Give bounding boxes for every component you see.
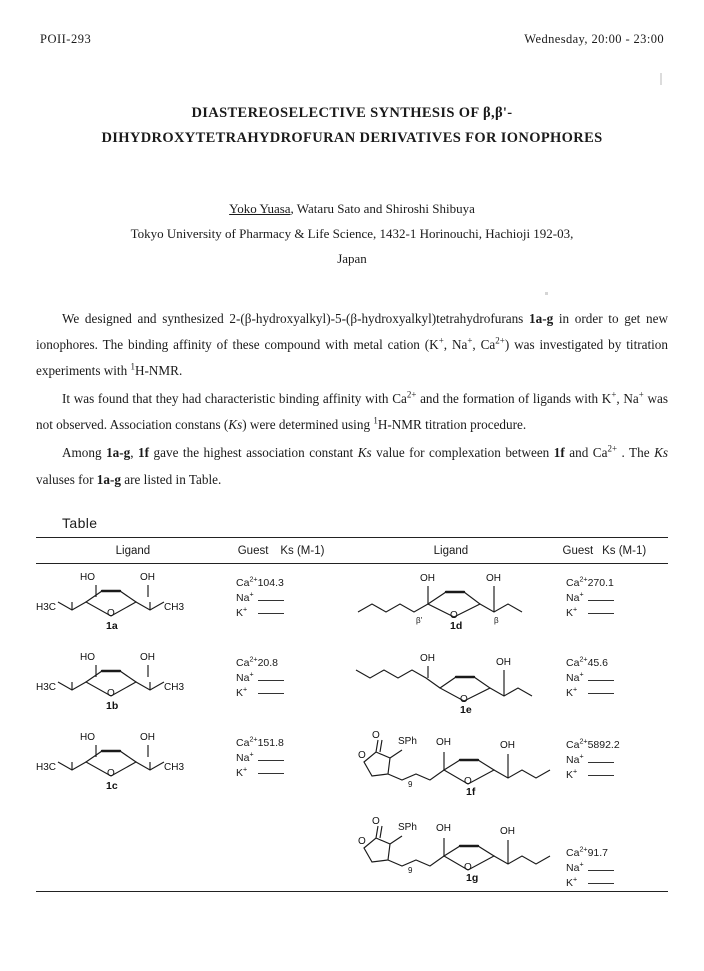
label-ch3-1a: CH3 bbox=[164, 601, 185, 613]
label-ho-1c: HO bbox=[80, 731, 95, 743]
ks-dash-na-1f bbox=[588, 755, 614, 763]
label-h3c-1a: H3C bbox=[36, 601, 57, 613]
ks-dash-na-1b bbox=[258, 673, 284, 681]
table-column-left bbox=[36, 564, 354, 892]
ks-value-1a bbox=[258, 572, 284, 614]
label-o-ring-1f: O bbox=[464, 775, 472, 787]
structure-1c bbox=[36, 732, 236, 796]
p3-ks-italic-2: Ks bbox=[654, 445, 668, 461]
compound-id-1d: 1d bbox=[450, 619, 463, 632]
label-ch3-1c: CH3 bbox=[164, 761, 185, 773]
guest-list-1a: $Ca^{2+}$ Na+ K+ bbox=[236, 575, 258, 620]
scan-artifact bbox=[545, 292, 548, 295]
ks-dash-na-1e bbox=[588, 673, 614, 681]
table-row bbox=[36, 636, 354, 716]
compound-id-1c: 1c bbox=[106, 779, 118, 792]
presenting-author: Yoko Yuasa bbox=[229, 200, 291, 216]
p2-part-f: H-NMR titration procedure. bbox=[377, 417, 527, 433]
p3-compound-ref-1: 1a-g bbox=[106, 445, 131, 461]
ks-dash-na-1g bbox=[588, 863, 614, 871]
table-row bbox=[36, 716, 354, 796]
ks-number-1b: 20.8 bbox=[257, 656, 278, 669]
scan-artifact bbox=[660, 73, 662, 85]
label-o-ring-lactone-1f: O bbox=[358, 749, 366, 761]
p1-part-f: H-NMR. bbox=[134, 363, 183, 379]
p1-part-c: , Na bbox=[443, 336, 468, 352]
table-caption: Table bbox=[62, 514, 98, 531]
guest-list-1f: $Ca^{2+}$ Na+ K+ bbox=[566, 737, 588, 782]
p3-compound-ref-2: 1f bbox=[138, 445, 150, 461]
affiliation-line-1: Tokyo University of Pharmacy & Life Science, 1432-1 Horinouchi, Hachioji 192-03, bbox=[130, 226, 574, 242]
label-oh2-1g: OH bbox=[500, 825, 515, 837]
p2-part-e: ) were determined using bbox=[242, 417, 374, 433]
label-beta-prime-1d: β' bbox=[416, 615, 423, 625]
coauthors: , Wataru Sato and Shiroshi Shibuya bbox=[290, 200, 475, 216]
p2-sup-k: + bbox=[611, 389, 617, 400]
p3-compound-ref-4: 1a-g bbox=[96, 471, 121, 487]
p3-part-i: are listed in Table. bbox=[120, 471, 222, 487]
affiliation-line-2: Japan bbox=[337, 251, 367, 267]
ks-dash-na-1d bbox=[588, 593, 614, 601]
p2-ks-italic: Ks bbox=[228, 417, 243, 433]
label-o-carbonyl-1f: O bbox=[372, 729, 380, 741]
header-ligand-right: Ligand bbox=[433, 544, 469, 557]
label-sph-1f: SPh bbox=[398, 735, 417, 747]
p2-part-a: It was found that they had characteristic binding affinity with Ca bbox=[62, 391, 407, 407]
ks-value-1b bbox=[258, 652, 284, 694]
p3-sup-ca: 2+ bbox=[607, 444, 617, 455]
label-o-ring-1g: O bbox=[464, 861, 472, 873]
label-chain-length-1f: 9 bbox=[408, 779, 413, 789]
compound-id-1g: 1g bbox=[466, 871, 479, 884]
p3-ks-italic-1: Ks bbox=[357, 445, 372, 461]
ks-number-1f: 5892.2 bbox=[587, 738, 620, 751]
table-row bbox=[354, 636, 666, 716]
guest-list-1g: $Ca^{2+}$ Na+ K+ bbox=[566, 845, 588, 890]
guest-list-1e: $Ca^{2+}$ Na+ K+ bbox=[566, 655, 588, 700]
abstract-paragraph-3 bbox=[36, 440, 668, 492]
label-oh2-1e: OH bbox=[496, 656, 511, 668]
label-ch3-1b: CH3 bbox=[164, 681, 185, 693]
ks-number-1d: 270.1 bbox=[587, 576, 614, 589]
p1-part-b: in order to get new ionophores. The binding affinity of these compound with metal cation (K bbox=[36, 310, 668, 352]
p2-part-c: , Na bbox=[616, 391, 639, 407]
running-head bbox=[40, 32, 664, 47]
table-row bbox=[36, 564, 354, 636]
ks-dash-k-1d bbox=[588, 606, 614, 614]
p2-sup-ca: 2+ bbox=[406, 389, 417, 400]
title-line-1: DIASTEREOSELECTIVE SYNTHESIS OF β,β'- bbox=[191, 105, 513, 121]
structure-1a bbox=[36, 572, 236, 636]
label-chain-length-1g: 9 bbox=[408, 865, 413, 875]
ks-value-1g bbox=[588, 820, 614, 884]
p2-part-b: and the formation of ligands with K bbox=[416, 391, 612, 407]
label-sph-1g: SPh bbox=[398, 821, 417, 833]
abstract-body bbox=[36, 306, 668, 493]
title-line-2: DIHYDROXYTETRAHYDROFURAN DERIVATIVES FOR IONOPHORES bbox=[101, 130, 603, 147]
p1-part-a: We designed and synthesized 2-(β-hydroxyalkyl)-5-(β-hydroxyalkyl)tetrahydrofurans bbox=[62, 310, 529, 326]
p3-part-f: and Ca bbox=[564, 445, 608, 461]
compound-id-1b: 1b bbox=[106, 699, 119, 712]
compound-id-1e: 1e bbox=[460, 703, 472, 716]
label-o-ring-1c: O bbox=[107, 767, 115, 779]
p3-part-g: . The bbox=[617, 445, 655, 461]
table-column-right bbox=[354, 564, 666, 892]
affiliation bbox=[36, 221, 668, 272]
label-h3c-1b: H3C bbox=[36, 681, 57, 693]
table-header-row bbox=[36, 538, 668, 564]
ks-dash-k-1b bbox=[258, 686, 284, 694]
header-ligand-left: Ligand bbox=[115, 544, 151, 557]
header-guest-right: Guest bbox=[562, 544, 594, 557]
p3-part-c: , bbox=[130, 445, 139, 461]
ks-dash-k-1c bbox=[258, 766, 284, 774]
p3-part-d: gave the highest association constant bbox=[149, 445, 358, 461]
label-oh1-1g: OH bbox=[436, 822, 451, 834]
author-list bbox=[36, 196, 668, 221]
p1-part-d: , Ca bbox=[472, 336, 496, 352]
label-o-ring-1b: O bbox=[107, 687, 115, 699]
header-ks-left: Ks (M-1) bbox=[280, 544, 325, 557]
label-ho-1b: HO bbox=[80, 651, 95, 663]
session-schedule: Wednesday, 20:00 - 23:00 bbox=[524, 32, 664, 46]
label-oh1-1e: OH bbox=[420, 652, 435, 664]
p3-part-a: Among bbox=[62, 445, 107, 461]
structure-1f bbox=[354, 729, 566, 798]
ks-number-1e: 45.6 bbox=[587, 656, 608, 669]
ks-value-1d bbox=[588, 572, 614, 614]
compound-id-1a: 1a bbox=[106, 619, 118, 632]
label-oh2-1f: OH bbox=[500, 739, 515, 751]
ks-dash-k-1e bbox=[588, 686, 614, 694]
label-ho-1a: HO bbox=[80, 571, 95, 583]
label-o-ring-1a: O bbox=[107, 607, 115, 619]
p1-sup-nmr: 1 bbox=[130, 361, 135, 372]
label-o-ring-lactone-1g: O bbox=[358, 835, 366, 847]
guest-list-1b: $Ca^{2+}$ Na+ K+ bbox=[236, 655, 258, 700]
table-row bbox=[354, 798, 666, 892]
label-oh-1c: OH bbox=[140, 731, 155, 743]
ks-number-1a: 104.3 bbox=[257, 576, 284, 589]
abstract-paragraph-1 bbox=[36, 306, 668, 384]
ks-value-1e bbox=[588, 652, 614, 694]
structure-1b bbox=[36, 652, 236, 716]
table-body bbox=[36, 564, 668, 892]
compound-id-1f: 1f bbox=[466, 785, 476, 798]
ks-number-1g: 91.7 bbox=[587, 846, 608, 859]
p1-sup-k: + bbox=[438, 335, 444, 346]
ks-dash-na-1a bbox=[258, 593, 284, 601]
ks-dash-k-1f bbox=[588, 768, 614, 776]
label-beta-1d: β bbox=[494, 615, 499, 625]
p2-part-d: was not observed. Association constans ( bbox=[36, 391, 669, 433]
structure-1e bbox=[354, 652, 566, 716]
p1-sup-ca: 2+ bbox=[495, 335, 505, 346]
ks-number-1c: 151.8 bbox=[257, 736, 284, 749]
label-o-ring-1e: O bbox=[460, 693, 468, 705]
p1-sup-na: + bbox=[467, 335, 473, 346]
p2-sup-na: + bbox=[638, 389, 644, 400]
structure-1g bbox=[354, 815, 566, 884]
label-oh1-1d: OH bbox=[420, 572, 435, 584]
label-oh-1b: OH bbox=[140, 651, 155, 663]
ks-value-1f bbox=[588, 734, 620, 776]
p2-sup-nmr: 1 bbox=[373, 415, 378, 426]
p1-part-e: ) was investigated by titration experiments with bbox=[36, 336, 668, 379]
header-guest-left: Guest bbox=[237, 544, 269, 557]
label-o-carbonyl-1g: O bbox=[372, 815, 380, 827]
results-table bbox=[36, 537, 668, 893]
ks-dash-k-1g bbox=[588, 876, 614, 884]
label-oh-1a: OH bbox=[140, 571, 155, 583]
p1-compound-ref: 1a-g bbox=[529, 310, 554, 326]
p3-part-h: valuses for bbox=[36, 471, 97, 487]
ks-dash-k-1a bbox=[258, 606, 284, 614]
page-title bbox=[36, 101, 668, 152]
label-o-ring-1d: O bbox=[450, 609, 458, 621]
abstract-code: POII-293 bbox=[40, 32, 92, 46]
guest-list-1c: $Ca^{2+}$ Na+ K+ bbox=[236, 735, 258, 780]
label-oh1-1f: OH bbox=[436, 736, 451, 748]
structure-1d bbox=[354, 572, 566, 636]
ks-value-1c bbox=[258, 732, 284, 774]
ks-dash-na-1c bbox=[258, 753, 284, 761]
label-h3c-1c: H3C bbox=[36, 761, 57, 773]
abstract-paragraph-2 bbox=[36, 386, 668, 438]
header-ks-right: Ks (M-1) bbox=[602, 544, 647, 557]
table-row bbox=[354, 716, 666, 798]
p3-part-e: value for complexation between bbox=[371, 445, 554, 461]
p3-compound-ref-3: 1f bbox=[553, 445, 565, 461]
table-row bbox=[354, 564, 666, 636]
label-oh2-1d: OH bbox=[486, 572, 501, 584]
guest-list-1d: $Ca^{2+}$ Na+ K+ bbox=[566, 575, 588, 620]
